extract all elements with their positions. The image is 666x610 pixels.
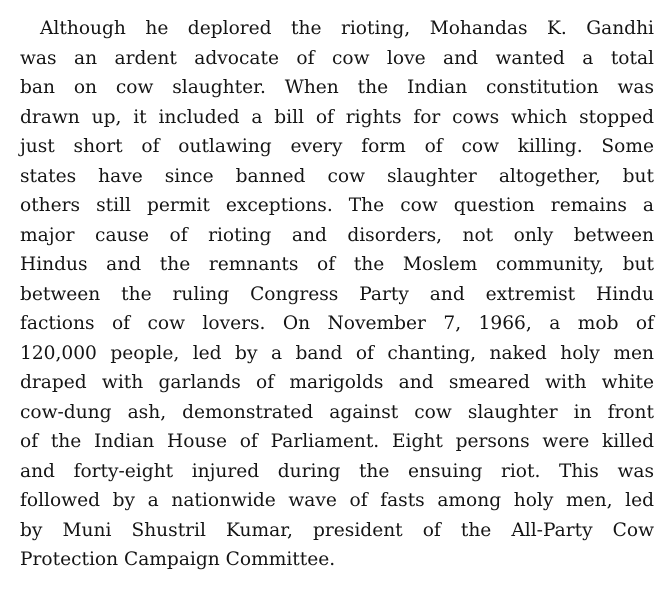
- paragraph-line: 120,000 people, led by a band of chanting, naked holy men: [20, 342, 654, 364]
- paragraph-line: between the ruling Congress Party and extremist Hindu: [20, 283, 654, 305]
- paragraph-line: Protection Campaign Committee.: [20, 549, 336, 570]
- paragraph-line: was an ardent advocate of cow love and wanted a total: [20, 47, 654, 69]
- paragraph-line: ban on cow slaughter. When the Indian constitution was: [20, 77, 654, 98]
- paragraph-line: draped with garlands of marigolds and smeared with white: [20, 372, 654, 393]
- body-paragraph: [20, 14, 654, 575]
- paragraph-line: Hindus and the remnants of the Moslem community, but: [20, 254, 654, 275]
- paragraph-line: by Muni Shustril Kumar, president of the All-Party Cow: [20, 519, 654, 541]
- paragraph-line: major cause of rioting and disorders, not only between: [20, 224, 654, 246]
- paragraph-line: drawn up, it included a bill of rights for cows which stopped: [20, 106, 654, 128]
- paragraph-line: followed by a nationwide wave of fasts among holy men, led: [20, 490, 654, 511]
- paragraph-line: factions of cow lovers. On November 7, 1966, a mob of: [20, 313, 654, 334]
- paragraph-line: and forty-eight injured during the ensuing riot. This was: [20, 460, 654, 482]
- paragraph-line: states have since banned cow slaughter altogether, but: [20, 165, 654, 187]
- paragraph-line: of the Indian House of Parliament. Eight persons were killed: [20, 431, 654, 452]
- paragraph-line: Although he deplored the rioting, Mohandas K. Gandhi: [40, 18, 654, 39]
- paragraph-line: others still permit exceptions. The cow question remains a: [20, 195, 654, 216]
- paragraph-line: cow-dung ash, demonstrated against cow slaughter in front: [20, 401, 654, 423]
- paragraph-line: just short of outlawing every form of cow killing. Some: [20, 136, 654, 157]
